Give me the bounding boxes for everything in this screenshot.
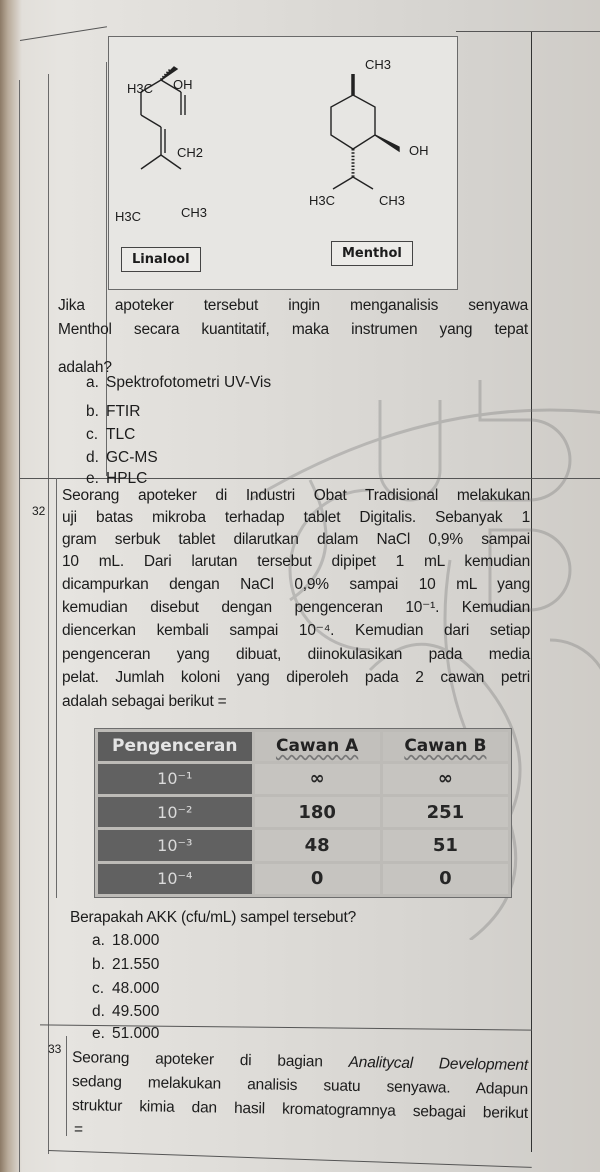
q31-option-a: a. Spektrofotometri UV-Vis xyxy=(86,374,272,391)
cawan-a-cell: 180 xyxy=(255,797,380,827)
q31-stem-line-2: Menthol secara kuantitatif, maka instrumen yang tepat xyxy=(58,321,528,338)
q32-stem-line: diencerkan kembali sampai 10⁻⁴. Kemudian dari setiap xyxy=(62,622,530,639)
linalool-oh: OH xyxy=(173,77,193,92)
q32-stem-line: uji batas mikroba terhadap tablet Digitalis. Sebanyak 1 xyxy=(62,509,530,526)
linalool-ch2: CH2 xyxy=(177,145,204,160)
table-row xyxy=(98,797,508,827)
top-border-line xyxy=(20,26,107,41)
q32-stem-line: pelat. Jumlah koloni yang diperoleh pada 2 cawan petri xyxy=(62,669,530,686)
top-border-line-right xyxy=(456,31,600,32)
table-row xyxy=(98,830,508,860)
cawan-a-cell: 48 xyxy=(255,830,380,860)
q32-number: 32 xyxy=(32,504,46,518)
q33-stem-line-4: = xyxy=(74,1121,83,1138)
linalool-h3c-top: H3C xyxy=(127,81,154,96)
q32-stem-line: Seorang apoteker di Industri Obat Tradisional melakukan xyxy=(62,487,530,504)
q31-stem-line-1: Jika apoteker tersebut ingin menganalisis senyawa xyxy=(58,297,528,314)
q31-stem-line-3: adalah? xyxy=(58,359,112,376)
q33-stem-line-1: Seorang apoteker di bagian Analitycal Development xyxy=(71,1049,529,1074)
menthol-ch3: CH3 xyxy=(379,193,406,208)
q33-stem-line-2: sedang melakukan analisis suatu senyawa. Adapun xyxy=(71,1073,529,1098)
bottom-line xyxy=(48,1150,532,1168)
dilution-cell: 10⁻² xyxy=(98,797,252,827)
qnum-divider-q32 xyxy=(56,478,57,898)
table-row xyxy=(98,764,508,794)
q32-option-c: c. 48.000 xyxy=(92,980,160,997)
header-cawan-a: Cawan A xyxy=(255,732,380,761)
q31-option-e: e. HPLC xyxy=(86,470,148,487)
cawan-b-cell: ∞ xyxy=(383,764,508,794)
cawan-b-cell: 0 xyxy=(383,864,508,894)
q32-stem-line: gram serbuk tablet dilarutkan dalam NaCl 0,9% sampai xyxy=(62,531,530,548)
q32-option-a: a. 18.000 xyxy=(92,932,160,949)
structures-figure xyxy=(108,36,458,290)
dilution-cell: 10⁻³ xyxy=(98,830,252,860)
table-row xyxy=(98,864,508,894)
q32-stem-line: dicampurkan dengan NaCl 0,9% sampai 10 mL yang xyxy=(62,576,530,593)
q32-stem-line: pengenceran yang dibuat, diinokulasikan pada media xyxy=(62,646,530,663)
q33-stem-line-3: struktur kimia dan hasil kromatogramnya sebagai berikut xyxy=(71,1097,529,1122)
table-header-row xyxy=(98,732,508,761)
right-border-line xyxy=(531,32,532,1152)
cawan-a-cell: ∞ xyxy=(255,764,380,794)
cawan-a-cell: 0 xyxy=(255,864,380,894)
linalool-label: Linalool xyxy=(121,247,201,272)
cawan-b-cell: 51 xyxy=(383,830,508,860)
header-cawan-b: Cawan B xyxy=(383,732,508,761)
q31-option-b: b. FTIR xyxy=(86,403,141,420)
q32-stem-line: 10 mL. Dari larutan tersebut dipipet 1 mL kemudian xyxy=(62,553,530,570)
q32-stem-line: kemudian disebut dengan pengenceran 10⁻¹. Kemudian xyxy=(62,599,530,616)
q31-option-d: d. GC-MS xyxy=(86,449,158,466)
q31-option-c: c. TLC xyxy=(86,426,136,443)
q32-stem-line: adalah sebagai berikut = xyxy=(62,693,227,710)
dilution-cell: 10⁻⁴ xyxy=(98,864,252,894)
header-pengenceran: Pengenceran xyxy=(98,732,252,761)
margin-line-outer xyxy=(19,80,20,1172)
dilution-cell: 10⁻¹ xyxy=(98,764,252,794)
q32-question: Berapakah AKK (cfu/mL) sampel tersebut? xyxy=(70,909,356,926)
menthol-label: Menthol xyxy=(331,241,413,266)
qnum-divider-q33 xyxy=(66,1036,67,1136)
q32-option-d: d. 49.500 xyxy=(92,1003,160,1020)
colony-count-table xyxy=(94,728,512,898)
linalool-h3c-bottom: H3C xyxy=(115,209,142,224)
menthol-ch3-top: CH3 xyxy=(365,57,392,72)
q32-option-e: e. 51.000 xyxy=(92,1025,160,1042)
menthol-oh: OH xyxy=(409,143,429,158)
linalool-ch3-bottom: CH3 xyxy=(181,205,208,220)
q32-option-b: b. 21.550 xyxy=(92,956,160,973)
margin-line-number-col xyxy=(48,74,49,1154)
q33-number: 33 xyxy=(48,1042,62,1056)
cawan-b-cell: 251 xyxy=(383,797,508,827)
menthol-h3c: H3C xyxy=(309,193,336,208)
